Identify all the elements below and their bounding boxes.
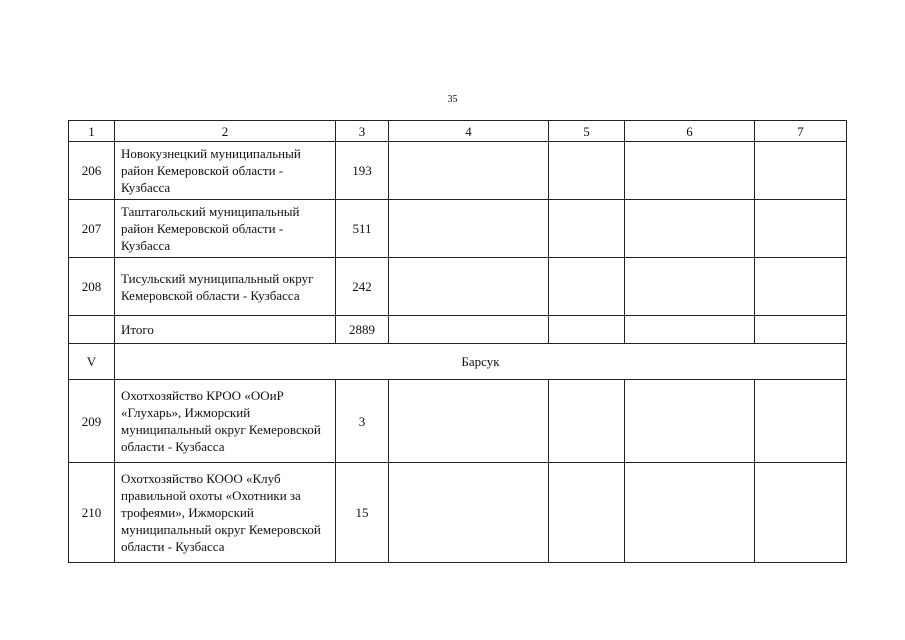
section-row (69, 344, 847, 380)
empty-cell (549, 380, 625, 463)
empty-cell (389, 380, 549, 463)
empty-cell (549, 258, 625, 316)
table-row (69, 200, 847, 258)
table-row (69, 142, 847, 200)
row-number: 207 (69, 200, 115, 258)
row-name: Охотхозяйство КРОО «ООиР «Глухарь», Ижморский муниципальный округ Кемеровской области - Кузбасса (115, 380, 336, 463)
row-name: Охотхозяйство КООО «Клуб правильной охоты «Охотники за трофеями», Ижморский муниципальный округ Кемеровской области - Кузбасса (115, 463, 336, 563)
page-number: 35 (447, 94, 458, 105)
row-number: 210 (69, 463, 115, 563)
section-title: Барсук (115, 344, 847, 380)
total-value: 2889 (336, 316, 389, 344)
row-number: 206 (69, 142, 115, 200)
header-row (69, 121, 847, 142)
row-value: 3 (336, 380, 389, 463)
empty-cell (69, 316, 115, 344)
total-row (69, 316, 847, 344)
row-value: 15 (336, 463, 389, 563)
row-number: 208 (69, 258, 115, 316)
row-name: Тисульский муниципальный округ Кемеровской области - Кузбасса (115, 258, 336, 316)
empty-cell (389, 316, 549, 344)
header-cell: 5 (549, 121, 625, 142)
empty-cell (549, 463, 625, 563)
empty-cell (625, 200, 755, 258)
table-row (69, 463, 847, 563)
empty-cell (755, 258, 847, 316)
empty-cell (625, 463, 755, 563)
header-cell: 2 (115, 121, 336, 142)
empty-cell (755, 463, 847, 563)
empty-cell (755, 380, 847, 463)
header-cell: 1 (69, 121, 115, 142)
header-cell: 3 (336, 121, 389, 142)
row-name: Таштагольский муниципальный район Кемеровской области - Кузбасса (115, 200, 336, 258)
empty-cell (755, 142, 847, 200)
header-cell: 6 (625, 121, 755, 142)
empty-cell (625, 142, 755, 200)
empty-cell (625, 316, 755, 344)
empty-cell (625, 380, 755, 463)
row-value: 193 (336, 142, 389, 200)
row-number: 209 (69, 380, 115, 463)
empty-cell (549, 142, 625, 200)
row-value: 242 (336, 258, 389, 316)
empty-cell (549, 316, 625, 344)
row-name: Новокузнецкий муниципальный район Кемеровской области - Кузбасса (115, 142, 336, 200)
header-cell: 7 (755, 121, 847, 142)
empty-cell (549, 200, 625, 258)
data-table (68, 120, 847, 563)
empty-cell (755, 316, 847, 344)
empty-cell (389, 258, 549, 316)
row-value: 511 (336, 200, 389, 258)
header-cell: 4 (389, 121, 549, 142)
section-number: V (69, 344, 115, 380)
total-label: Итого (115, 316, 336, 344)
table-row (69, 258, 847, 316)
table-row (69, 380, 847, 463)
empty-cell (389, 142, 549, 200)
empty-cell (755, 200, 847, 258)
empty-cell (389, 200, 549, 258)
empty-cell (389, 463, 549, 563)
empty-cell (625, 258, 755, 316)
